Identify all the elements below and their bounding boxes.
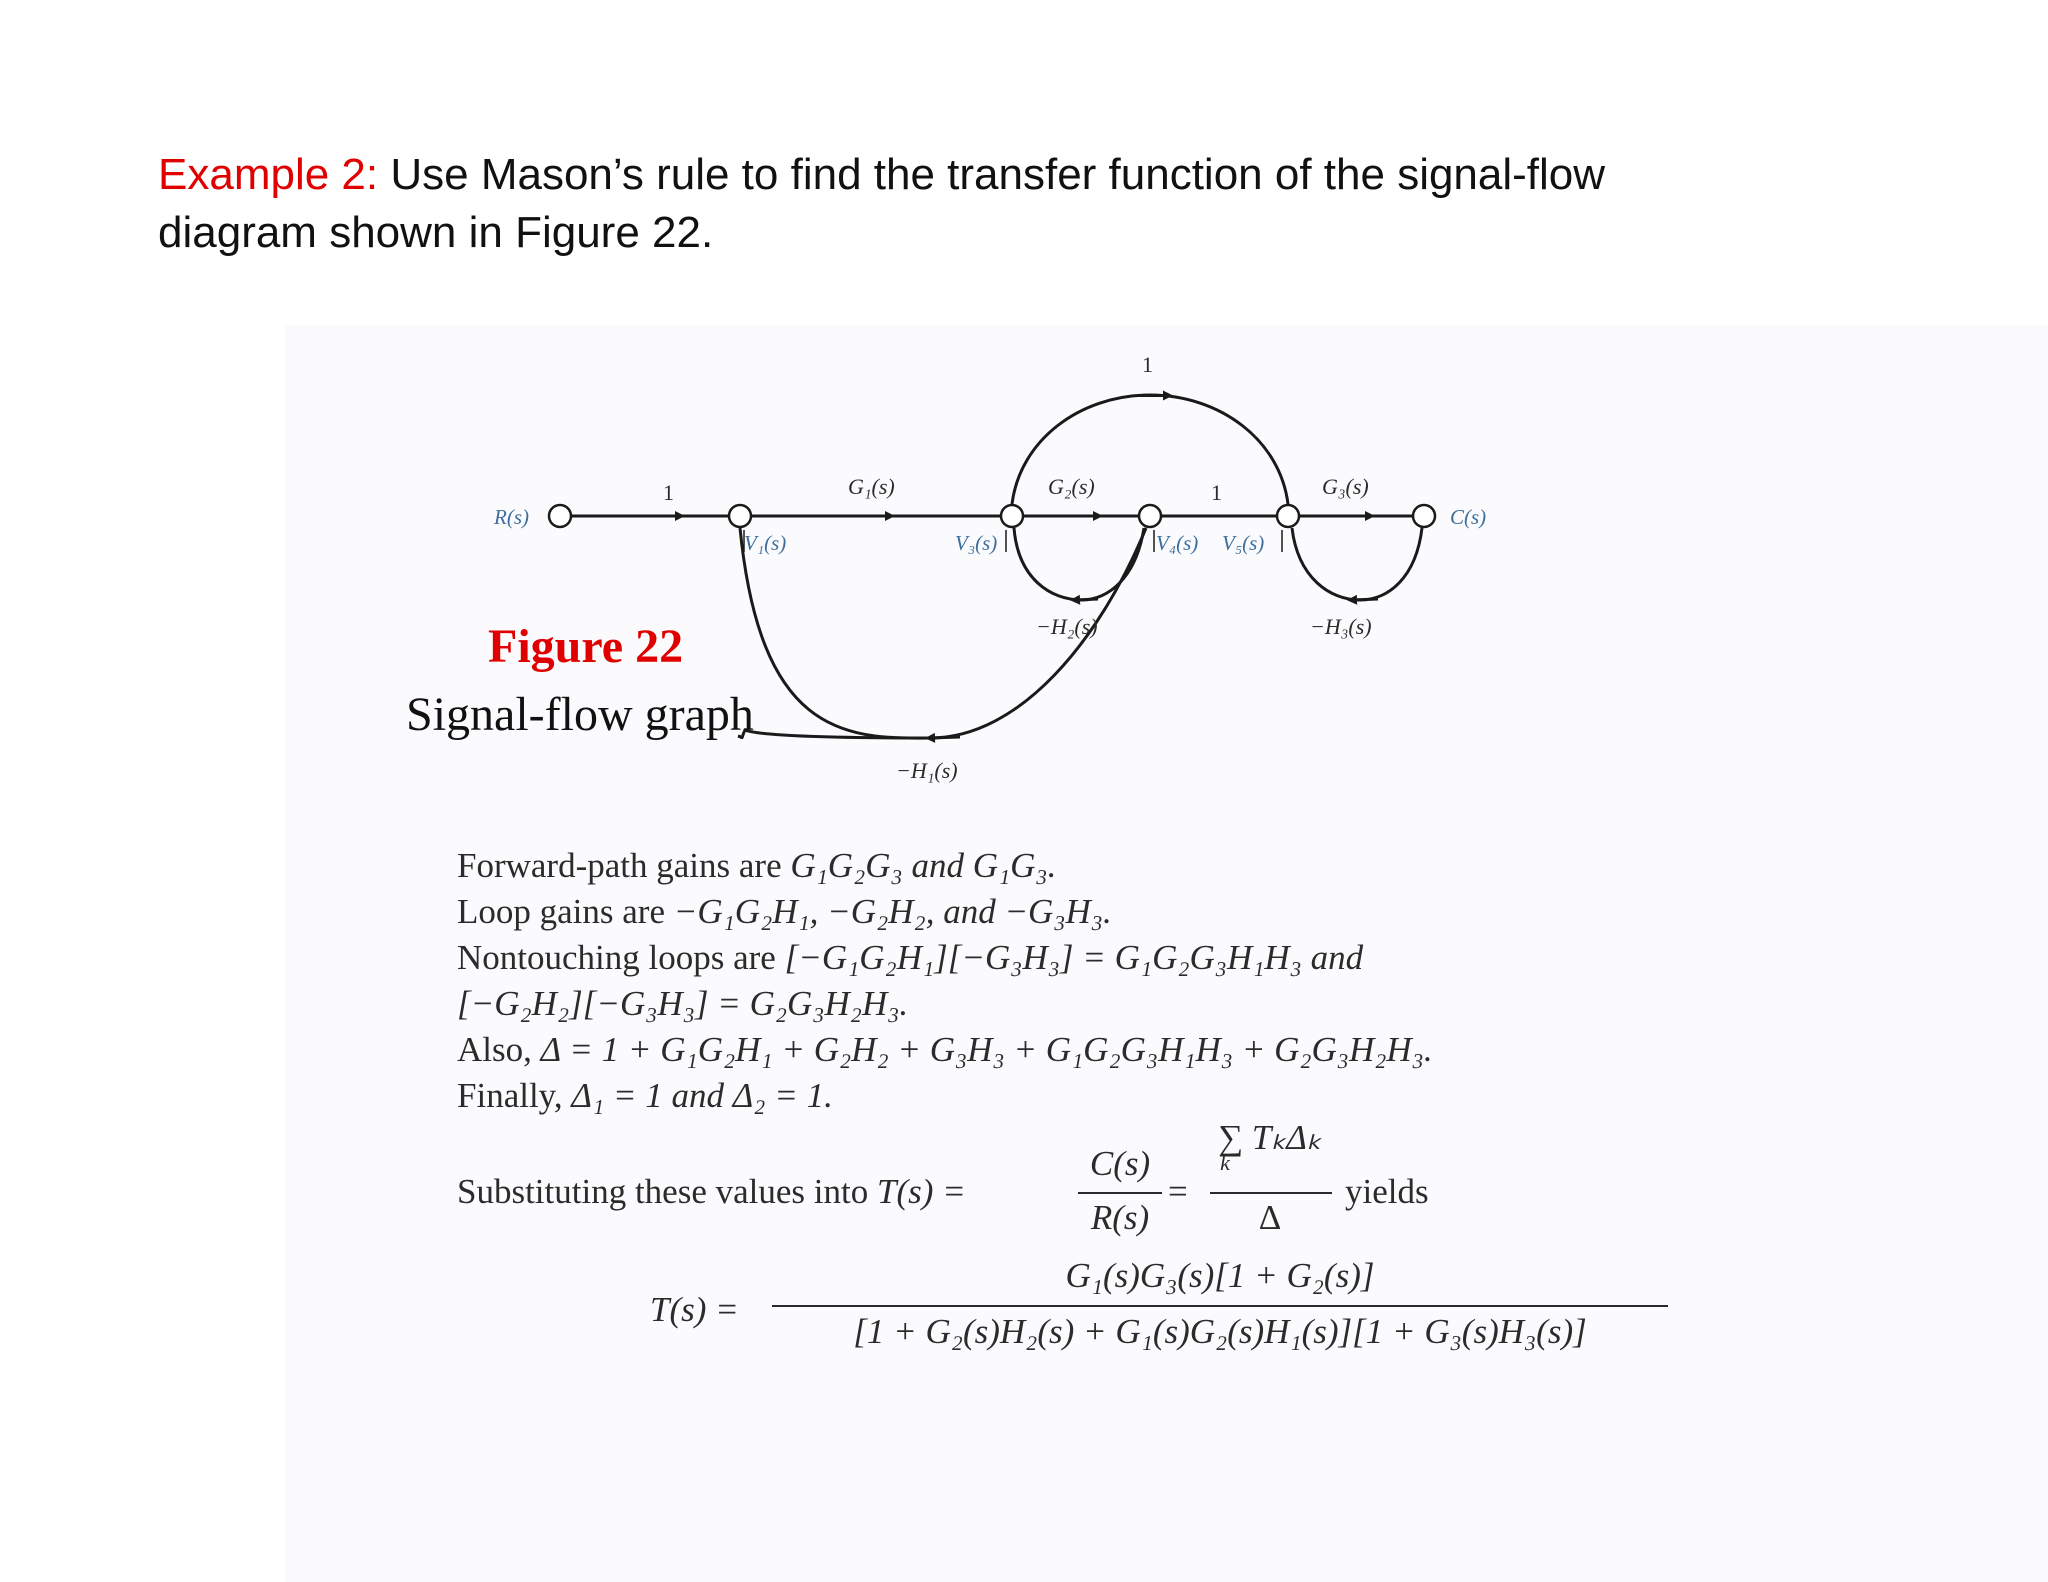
label-branch-g2: G₂(s) <box>1048 474 1095 499</box>
cr-denominator: R(s) <box>1090 1198 1150 1237</box>
label-node-v4: V₄(s) <box>1156 531 1199 555</box>
label-node-v5: V₅(s) <box>1222 531 1265 555</box>
label-branch-v4-v5: 1 <box>1211 480 1222 505</box>
branch-h2 <box>1014 528 1144 600</box>
sum-denominator: Δ <box>1258 1198 1282 1237</box>
final-fraction-bar <box>772 1305 1668 1307</box>
label-branch-bypass: 1 <box>1142 352 1153 377</box>
solution-line-5: Also, Δ = 1 + G₁G₂H₁ + G₂H₂ + G₃H₃ + G₁G₂G₃H₁H₃ + G₂G₃H₂H₃. <box>457 1030 1433 1069</box>
example-label: Example 2: <box>158 150 379 199</box>
label-branch-r-v1: 1 <box>663 480 674 505</box>
node-v3 <box>1001 505 1023 527</box>
sum-numerator: ∑ TₖΔₖ <box>1218 1118 1322 1157</box>
sum-fraction-bar <box>1210 1192 1332 1194</box>
final-lhs: T(s) = <box>650 1290 739 1329</box>
label-branch-h2: −H₂(s) <box>1036 614 1098 639</box>
solution-line-4: [−G₂H₂][−G₃H₃] = G₂G₃H₂H₃. <box>457 984 909 1023</box>
node-v1 <box>729 505 751 527</box>
final-numerator: G₁(s)G₃(s)[1 + G₂(s)] <box>1065 1256 1375 1295</box>
solution-line-2: Loop gains are −G₁G₂H₁, −G₂H₂, and −G₃H₃. <box>457 892 1112 931</box>
cr-fraction-bar <box>1078 1192 1162 1194</box>
label-branch-h3: −H₃(s) <box>1310 614 1372 639</box>
label-node-r: R(s) <box>494 505 529 529</box>
solution-line-6: Finally, Δ₁ = 1 and Δ₂ = 1. <box>457 1076 833 1115</box>
substitution-equals: = <box>1168 1172 1188 1211</box>
cr-numerator: C(s) <box>1089 1144 1151 1183</box>
label-branch-h1: −H₁(s) <box>896 758 958 783</box>
label-node-c: C(s) <box>1450 505 1487 529</box>
node-v5 <box>1277 505 1299 527</box>
branch-h1-arc <box>740 528 930 738</box>
final-denominator: [1 + G₂(s)H₂(s) + G₁(s)G₂(s)H₁(s)][1 + G₃(s)H₃(s)] <box>853 1312 1587 1351</box>
substitution-text: Substituting these values into T(s) = <box>457 1172 966 1211</box>
figure-caption-text: Signal-flow graph <box>406 688 754 741</box>
node-v4 <box>1139 505 1161 527</box>
sum-index: k <box>1220 1150 1230 1175</box>
node-c <box>1413 505 1435 527</box>
problem-text: Use Mason’s rule to find the transfer function of the signal-flow diagram shown in Figure 22. <box>158 150 1606 257</box>
label-node-v1: V₁(s) <box>744 531 787 555</box>
branch-h3 <box>1292 528 1422 600</box>
label-node-v3: V₃(s) <box>955 531 998 555</box>
node-r <box>549 505 571 527</box>
label-branch-g1: G₁(s) <box>848 474 895 499</box>
solution-line-3: Nontouching loops are [−G₁G₂H₁][−G₃H₃] = G₁G₂G₃H₁H₃ and <box>457 938 1364 977</box>
solution-line-1: Forward-path gains are G₁G₂G₃ and G₁G₃. <box>457 846 1057 885</box>
substitution-yields: yields <box>1345 1172 1429 1211</box>
figure-caption-title: Figure 22 <box>488 620 684 673</box>
label-branch-g3: G₃(s) <box>1322 474 1369 499</box>
